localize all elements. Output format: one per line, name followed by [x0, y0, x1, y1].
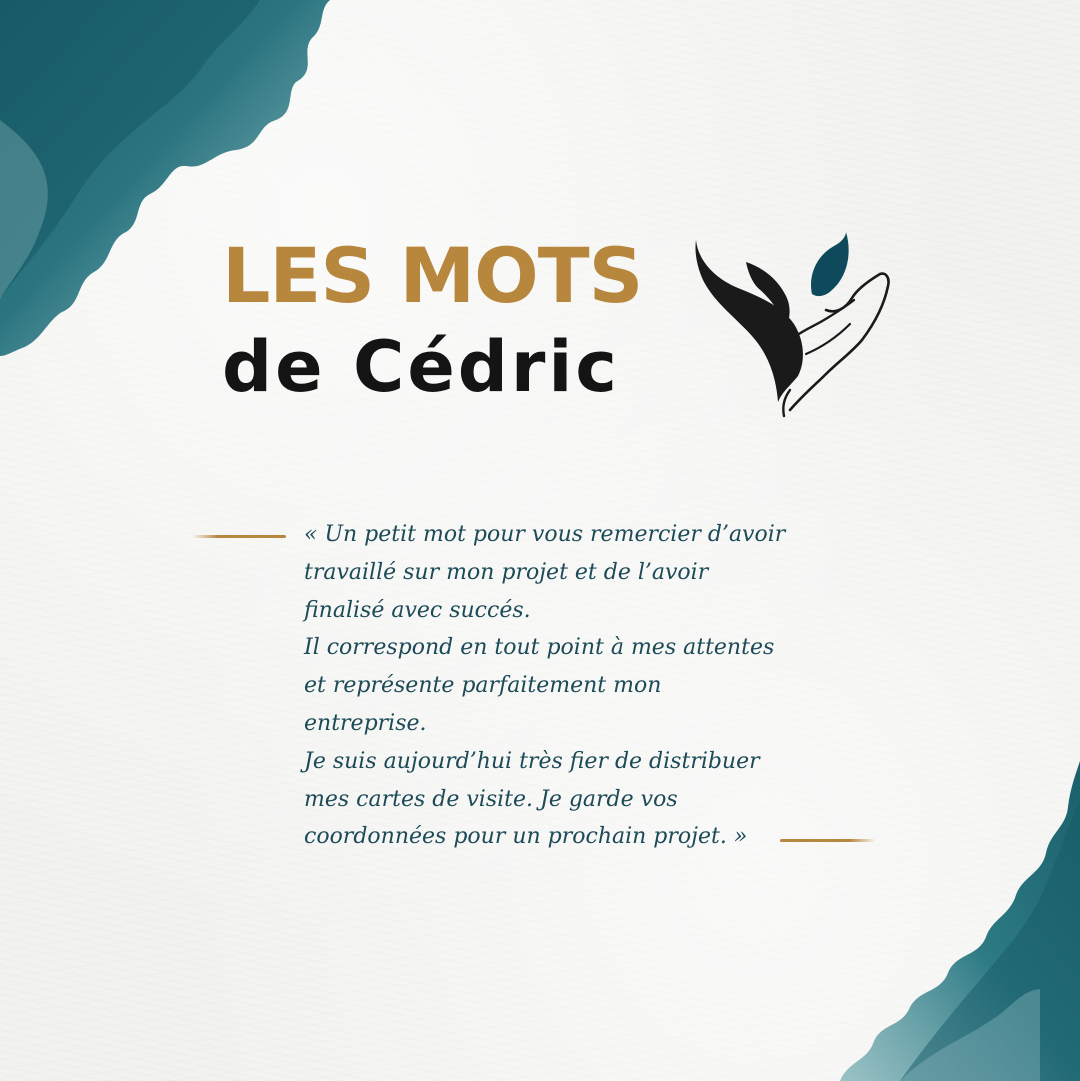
quote-decorative-line-left	[192, 535, 286, 538]
quote-line: et représente parfaitement mon	[304, 673, 662, 699]
quote-line: Je suis aujourd’hui très fier de distribuer	[304, 748, 760, 774]
hands-holding-leaf-icon	[686, 226, 896, 422]
title-line-les-mots: LES MOTS	[222, 231, 643, 320]
quote-line: travaillé sur mon projet et de l’avoir	[304, 559, 709, 585]
quote-line: mes cartes de visite. Je garde vos	[304, 786, 678, 812]
quote-line: Il correspond en tout point à mes attentes	[304, 635, 775, 661]
page-title	[222, 226, 642, 408]
quote-line: coordonnées pour un prochain projet. »	[304, 824, 748, 850]
quote-line: entreprise.	[304, 710, 427, 736]
title-line-de-cedric: de Cédric	[222, 326, 620, 408]
quote-line: « Un petit mot pour vous remercier d’avoir	[304, 522, 786, 547]
watercolor-splash-bottom-right	[840, 761, 1080, 1081]
quote-line: finalisé avec succés.	[304, 597, 531, 623]
testimonial-quote	[304, 516, 824, 856]
